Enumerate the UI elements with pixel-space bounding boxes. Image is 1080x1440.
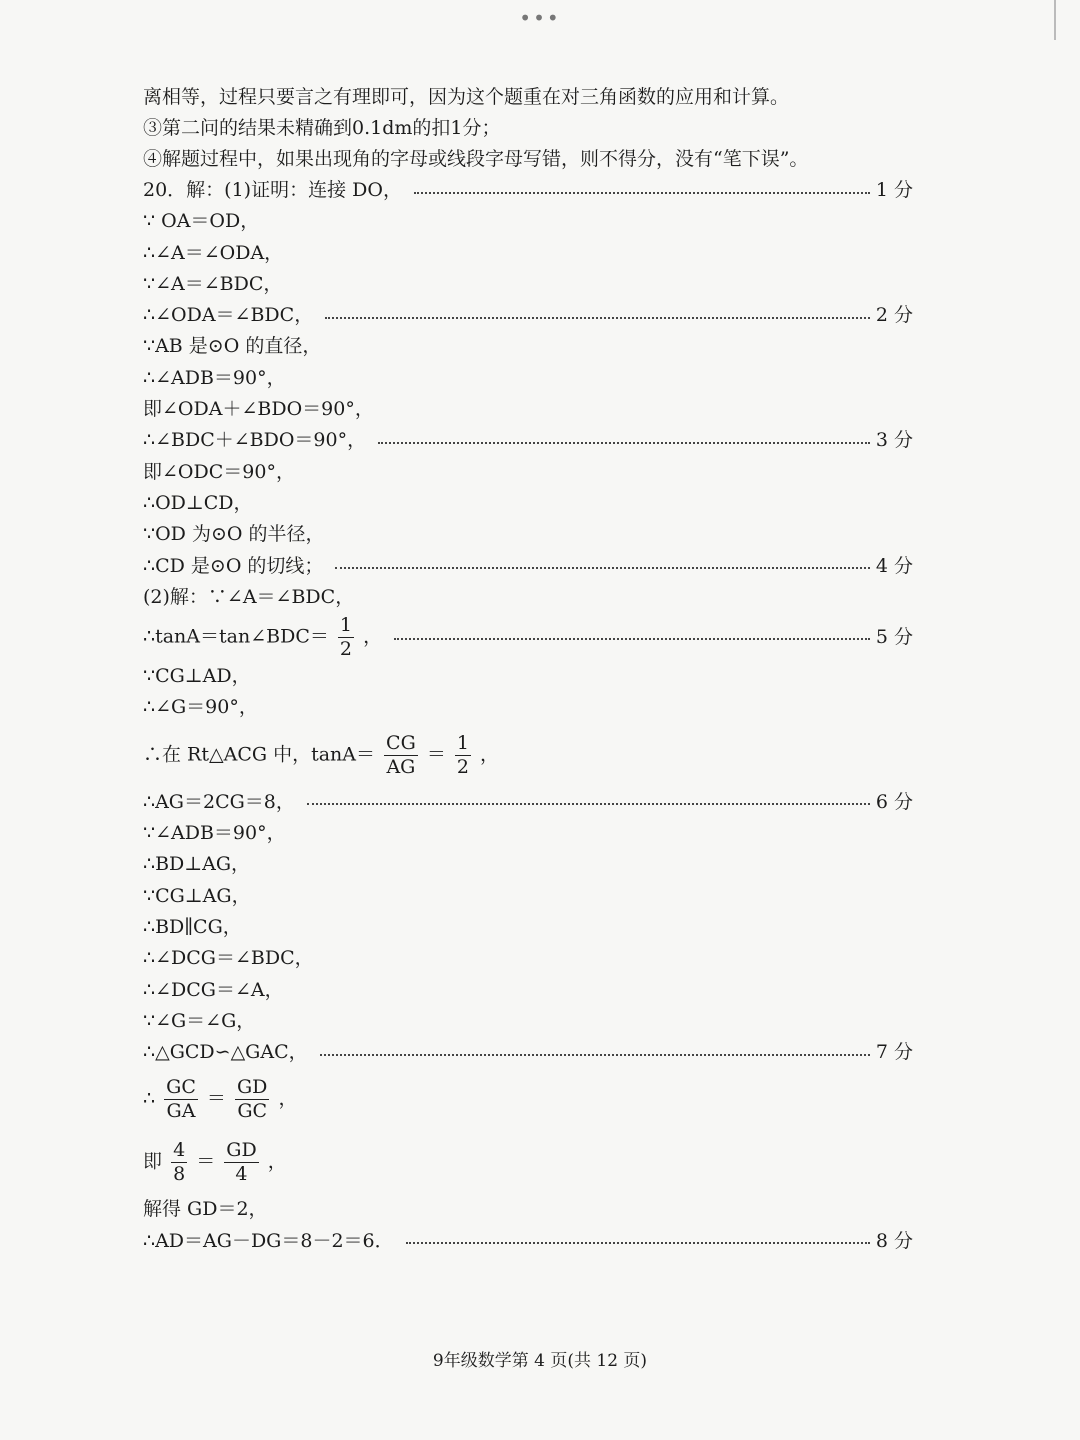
line-text: ∴∠ODA＝∠BDC，: [143, 304, 314, 327]
score-label: 2 分: [875, 304, 913, 327]
solution-block-3: [143, 787, 913, 1069]
step-rt-text: [143, 731, 500, 778]
step-tan-text: [143, 613, 383, 660]
frac-den: 4: [235, 1163, 248, 1186]
line-text: ∴CD 是⊙O 的切线；: [143, 554, 324, 577]
line-text: ∴OD⊥CD，: [143, 491, 253, 514]
step-tan: [143, 613, 913, 661]
solution-line: [143, 425, 913, 456]
solution-line: [143, 519, 913, 550]
solution-line: [143, 818, 913, 849]
solution-line: [143, 943, 913, 974]
dotted-leader: [320, 1054, 870, 1056]
dotted-leader: [307, 803, 870, 805]
solution-line: [143, 175, 913, 206]
frac-den: GC: [237, 1100, 268, 1123]
frac-den: AG: [386, 755, 416, 778]
solution-line: [143, 269, 913, 300]
solution-line: [143, 488, 913, 519]
step-ji-pre: 即: [143, 1150, 163, 1173]
solution-line: [143, 331, 913, 362]
line-text: ∵CG⊥AG，: [143, 884, 251, 907]
solution-line: [143, 1194, 913, 1225]
dotted-leader: [325, 317, 870, 319]
solution-block-1: [143, 175, 913, 613]
score-label: 7 分: [875, 1041, 913, 1064]
dotted-leader: [406, 1242, 870, 1244]
step-ratio: [143, 1068, 913, 1131]
score-label: 5 分: [875, 625, 913, 648]
solution-line: [143, 1006, 913, 1037]
frac-den: 8: [173, 1163, 186, 1186]
step-tan-post: ，: [363, 625, 383, 648]
line-text: ∴∠A＝∠ODA，: [143, 241, 284, 264]
frac-den: GA: [166, 1100, 196, 1123]
line-text: 即∠ODA＋∠BDO＝90°，: [143, 398, 374, 421]
line-text: ∵∠G＝∠G，: [143, 1009, 256, 1032]
page-footer: 9年级数学第 4 页(共 12 页): [432, 1351, 648, 1371]
equals-sign: ＝: [206, 1087, 226, 1110]
dotted-leader: [394, 638, 870, 640]
line-text: ∴BD∥CG，: [143, 915, 242, 938]
frac-num: GD: [226, 1139, 257, 1162]
line-text: ∵AB 是⊙O 的直径，: [143, 335, 322, 358]
solution-line: [143, 363, 913, 394]
line-text: ∵OD 为⊙O 的半径，: [143, 523, 325, 546]
line-text: 解得 GD＝2，: [143, 1198, 268, 1221]
line-text: ∴∠DCG＝∠BDC，: [143, 947, 314, 970]
line-text: ∴△GCD∽△GAC，: [143, 1041, 308, 1064]
solution-line: [143, 551, 913, 582]
frac-num: GC: [166, 1076, 196, 1099]
intro-line-2: ③第二问的结果未精确到0.1dm的扣1分；: [143, 117, 501, 139]
fraction-4-8: [171, 1141, 187, 1184]
answer-page: [143, 82, 913, 1257]
solution-line: [143, 1037, 913, 1068]
step-rt-pre: ∴在 Rt△ACG 中，tanA＝: [143, 743, 375, 766]
score-label: 3 分: [875, 429, 913, 452]
fraction-cg-ag: [384, 731, 418, 778]
frac-den: 2: [339, 637, 353, 660]
equals-sign: ＝: [426, 743, 446, 766]
line-text: ∵ OA＝OD，: [143, 210, 260, 233]
fraction-gc-ga: [164, 1078, 198, 1121]
dotted-leader: [378, 442, 870, 444]
fraction-half: [455, 731, 471, 778]
solution-line: [143, 787, 913, 818]
solution-line: [143, 238, 913, 269]
solution-line: [143, 881, 913, 912]
score-label: 6 分: [875, 790, 913, 813]
line-text: ∴∠BDC＋∠BDO＝90°，: [143, 429, 367, 452]
step-ji-post: ，: [267, 1150, 287, 1173]
score-label: 4 分: [875, 554, 913, 577]
line-text: 20．解：(1)证明：连接 DO，: [143, 179, 402, 201]
frac-num: GD: [236, 1076, 268, 1099]
solution-block-4: [143, 1194, 913, 1257]
score-label: 1 分: [875, 179, 913, 201]
fraction-half: [338, 613, 354, 660]
line-text: 即∠ODC＝90°，: [143, 460, 295, 483]
frac-num: 4: [173, 1139, 186, 1162]
line-text: ∴AG＝2CG＝8，: [143, 790, 295, 813]
step-rt: [143, 724, 913, 787]
line-text: (2)解：∵∠A＝∠BDC，: [143, 585, 355, 608]
step-tan-pre: ∴tanA＝tan∠BDC＝: [143, 625, 329, 648]
step-ratio-pre: ∴: [143, 1087, 156, 1110]
step-ratio-text: [143, 1078, 297, 1121]
intro-line-3: ④解题过程中，如果出现角的字母或线段字母写错，则不得分，没有“笔下误”。: [143, 148, 809, 170]
line-text: ∴∠G＝90°，: [143, 696, 258, 719]
line-text: ∴BD⊥AG，: [143, 853, 251, 876]
solution-line: [143, 912, 913, 943]
solution-line: [143, 206, 913, 237]
step-ratio-post: ，: [278, 1087, 298, 1110]
solution-line: [143, 1226, 913, 1257]
solution-line: [143, 394, 913, 425]
frac-num: 1: [339, 613, 353, 636]
line-text: ∴∠ADB＝90°，: [143, 366, 286, 389]
step-rt-post: ，: [480, 743, 500, 766]
line-text: ∵∠ADB＝90°，: [143, 822, 286, 845]
frac-den: 2: [456, 755, 469, 778]
equals-sign: ＝: [196, 1150, 216, 1173]
fraction-gd-gc: [235, 1078, 269, 1121]
line-text: ∴∠DCG＝∠A，: [143, 978, 284, 1001]
solution-line: [143, 300, 913, 331]
line-text: ∵CG⊥AD，: [143, 665, 251, 688]
solution-line: [143, 582, 913, 613]
solution-line: [143, 692, 913, 723]
solution-line: [143, 849, 913, 880]
line-text: ∴AD＝AG－DG＝8－2＝6．: [143, 1229, 394, 1252]
fraction-gd-4: [224, 1141, 258, 1184]
step-ji-text: [143, 1141, 287, 1184]
solution-line: [143, 661, 913, 692]
score-label: 8 分: [875, 1229, 913, 1252]
intro-line-1: 离相等，过程只要言之有理即可，因为这个题重在对三角函数的应用和计算。: [143, 86, 790, 108]
dotted-leader: [335, 567, 869, 569]
solution-block-2: [143, 661, 913, 724]
line-text: ∵∠A＝∠BDC，: [143, 272, 283, 295]
step-ji: [143, 1131, 913, 1194]
page-edge: [1054, 0, 1056, 40]
top-dots: •••: [519, 6, 561, 30]
frac-num: 1: [456, 731, 469, 754]
dotted-leader: [414, 192, 870, 194]
frac-num: CG: [386, 731, 416, 754]
solution-line: [143, 457, 913, 488]
solution-line: [143, 975, 913, 1006]
